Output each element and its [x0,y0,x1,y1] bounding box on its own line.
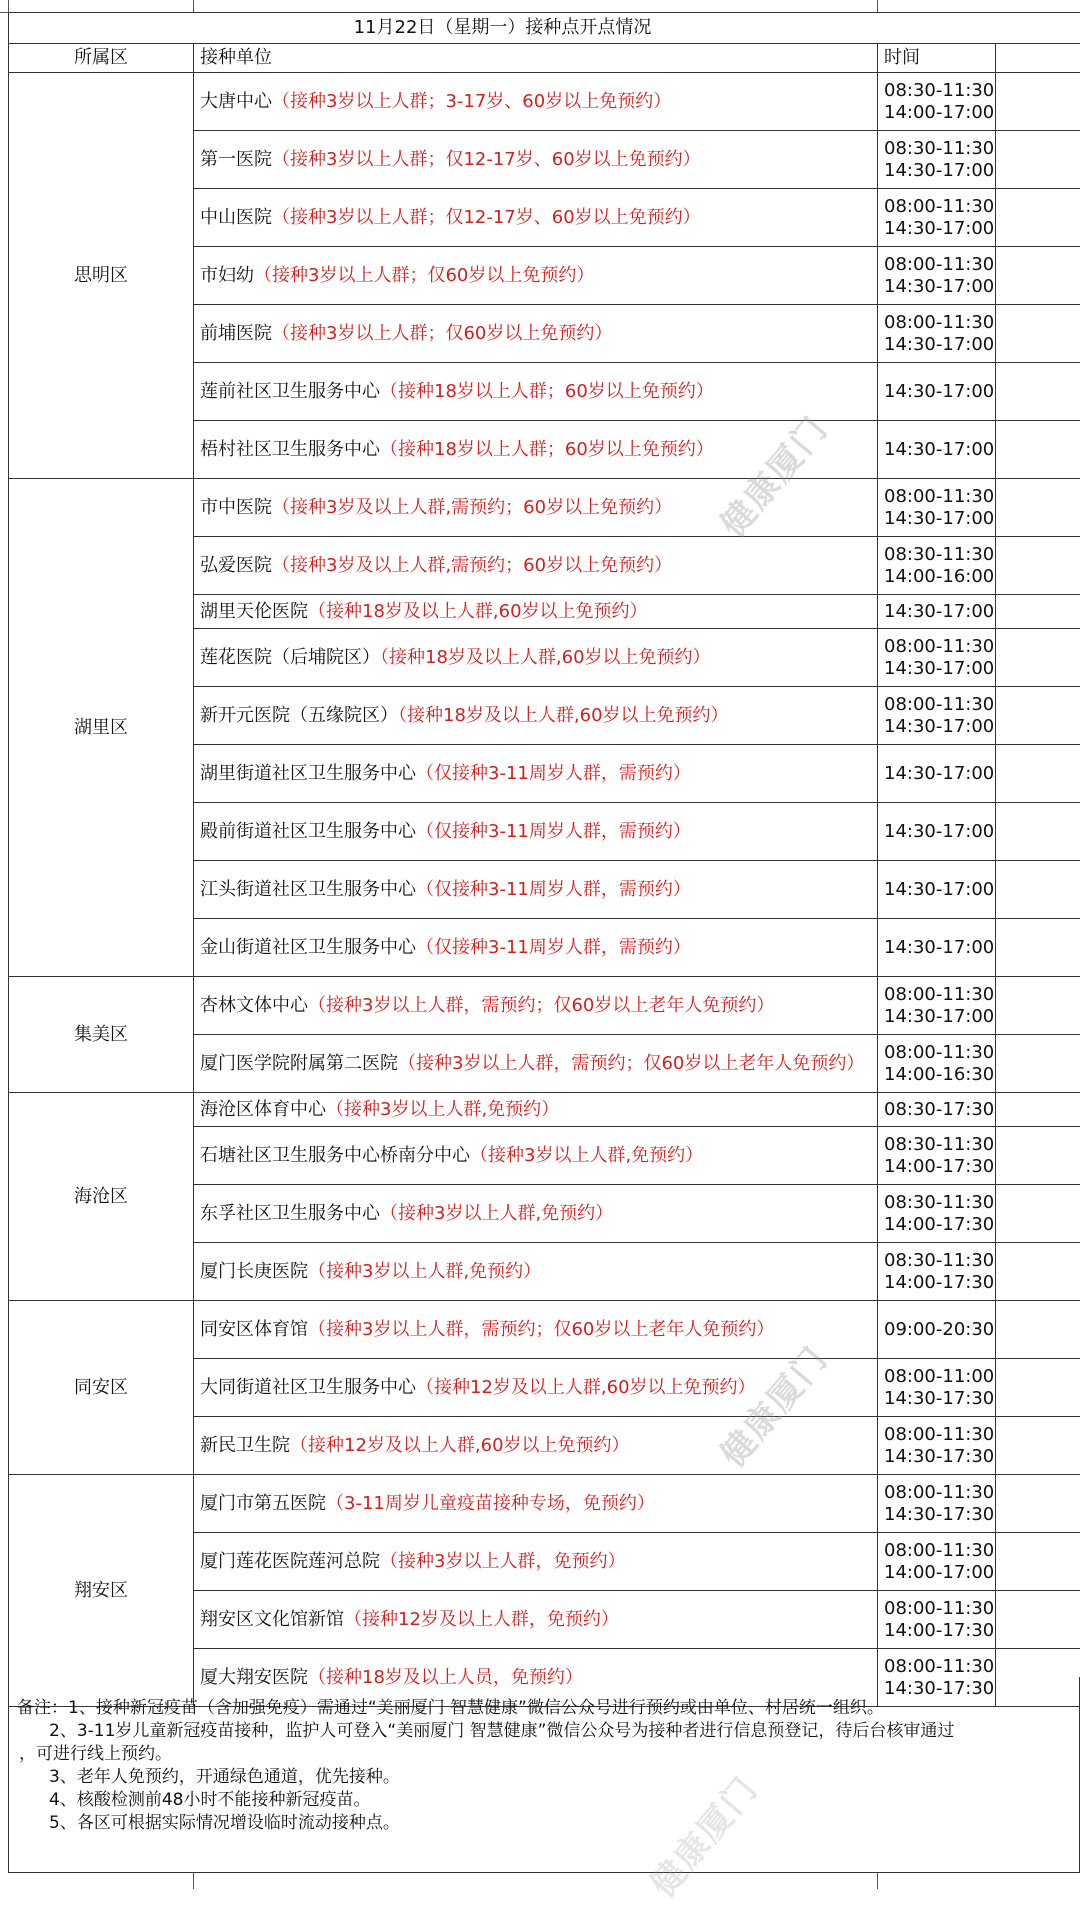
unit-name: 湖里天伦医院 [200,601,308,622]
blank-cell [996,1127,1080,1185]
unit-name: 厦门市第五医院 [200,1493,326,1514]
time-slot: 14:00-16:30 [884,1064,989,1086]
header-district: 所属区 [9,44,194,73]
blank-cell [996,1035,1080,1093]
blank-cell [996,919,1080,977]
unit-name: 厦门医学院附属第二医院 [200,1053,398,1074]
unit-cell [194,1035,878,1093]
table-row [9,479,1080,537]
unit-note: （接种18岁及以上人群,60岁以上免预约） [380,647,711,668]
note-line: 4、核酸检测前48小时不能接种新冠疫苗。 [17,1789,1073,1812]
time-slot: 08:00-11:30 [884,486,989,508]
table-title: 11月22日（星期一）接种点开点情况 [9,13,1080,44]
unit-cell [194,595,878,629]
time-slot: 08:30-11:30 [884,1134,989,1156]
time-slot: 14:30-17:00 [884,276,989,298]
unit-note: （接种18岁及以上人群,60岁以上免预约） [398,705,729,726]
blank-cell [996,247,1080,305]
unit-note: （仅接种3-11周岁人群，需预约） [416,937,691,958]
unit-note: （接种3岁以上人群，需预约；仅60岁以上老年人免预约） [308,995,774,1016]
unit-note: （接种3岁以上人群，需预约；仅60岁以上老年人免预约） [308,1319,774,1340]
time-slot: 08:00-11:30 [884,1540,989,1562]
time-slot: 14:30-17:00 [884,937,989,959]
note-line: 2、3-11岁儿童新冠疫苗接种，监护人可登入“美丽厦门 智慧健康”微信公众号为接种者进行信息预登记，待后台核审通过 [17,1720,1073,1743]
header-time: 时间 [878,44,996,73]
time-cell [878,977,996,1035]
unit-note: （接种3岁以上人群；仅12-17岁、60岁以上免预约） [272,207,701,228]
blank-cell [996,363,1080,421]
unit-name: 杏林文体中心 [200,995,308,1016]
unit-note: （接种3岁以上人群,免预约） [308,1261,541,1282]
unit-name: 翔安区文化馆新馆 [200,1609,344,1630]
time-cell [878,189,996,247]
blank-cell [996,595,1080,629]
unit-name: 海沧区体育中心 [200,1099,326,1120]
unit-cell [194,629,878,687]
unit-note: （接种3岁以上人群，需预约；仅60岁以上老年人免预约） [398,1053,864,1074]
time-cell [878,537,996,595]
time-cell [878,131,996,189]
time-slot: 14:00-17:00 [884,1562,989,1584]
blank-cell [996,1475,1080,1533]
time-slot: 08:00-11:30 [884,1656,989,1678]
unit-cell [194,745,878,803]
watermark: 健康厦门 [707,404,837,546]
time-slot: 14:00-17:30 [884,1214,989,1236]
unit-cell [194,803,878,861]
time-cell [878,1591,996,1649]
blank-cell [996,1417,1080,1475]
unit-name: 弘爱医院 [200,555,272,576]
time-slot: 14:30-17:00 [884,1006,989,1028]
unit-note: （接种18岁以上人群；60岁以上免预约） [380,381,714,402]
time-cell [878,629,996,687]
table-row [9,1093,1080,1127]
unit-note: （接种3岁以上人群,免预约） [380,1203,613,1224]
unit-name: 莲前社区卫生服务中心 [200,381,380,402]
unit-note: （仅接种3-11周岁人群，需预约） [416,821,691,842]
blank-cell [996,803,1080,861]
time-slot: 14:30-17:00 [884,601,989,623]
time-slot: 08:30-11:30 [884,138,989,160]
time-slot: 14:30-17:30 [884,1446,989,1468]
unit-cell [194,1475,878,1533]
unit-cell [194,305,878,363]
time-slot: 14:30-17:00 [884,439,989,461]
unit-name: 莲花医院（后埔院区） [200,647,380,668]
watermark: 健康厦门 [637,1764,767,1905]
unit-note: （接种3岁以上人群,免预约） [326,1099,559,1120]
time-slot: 14:30-17:00 [884,821,989,843]
time-cell [878,745,996,803]
header-blank [996,44,1080,73]
unit-name: 梧村社区卫生服务中心 [200,439,380,460]
district-cell: 同安区 [9,1301,194,1475]
unit-name: 市妇幼 [200,265,254,286]
table-row [9,73,1080,131]
unit-name: 湖里街道社区卫生服务中心 [200,763,416,784]
blank-cell [996,977,1080,1035]
time-slot: 14:30-17:00 [884,763,989,785]
unit-name: 厦门莲花医院莲河总院 [200,1551,380,1572]
time-slot: 08:00-11:30 [884,312,989,334]
time-cell [878,1301,996,1359]
time-cell [878,1417,996,1475]
blank-cell [996,861,1080,919]
unit-cell [194,919,878,977]
time-cell [878,1185,996,1243]
time-slot: 08:00-11:00 [884,1366,989,1388]
blank-cell [996,305,1080,363]
time-slot: 14:00-16:00 [884,566,989,588]
unit-cell [194,73,878,131]
time-slot: 14:30-17:00 [884,218,989,240]
district-cell: 湖里区 [9,479,194,977]
time-cell [878,1243,996,1301]
time-cell [878,1093,996,1127]
blank-cell [996,189,1080,247]
time-slot: 08:00-11:30 [884,984,989,1006]
unit-note: （仅接种3-11周岁人群，需预约） [416,879,691,900]
note-line: ，可进行线上预约。 [17,1743,1073,1766]
unit-name: 石塘社区卫生服务中心桥南分中心 [200,1145,470,1166]
time-cell [878,595,996,629]
blank-cell [996,687,1080,745]
blank-cell [996,73,1080,131]
time-slot: 08:00-11:30 [884,254,989,276]
unit-cell [194,131,878,189]
time-slot: 14:30-17:00 [884,658,989,680]
blank-cell [996,537,1080,595]
note-line: 3、老年人免预约，开通绿色通道，优先接种。 [17,1766,1073,1789]
unit-name: 殿前街道社区卫生服务中心 [200,821,416,842]
unit-note: （接种3岁以上人群；仅12-17岁、60岁以上免预约） [272,149,701,170]
header-unit: 接种单位 [194,44,878,73]
time-slot: 08:00-11:30 [884,1598,989,1620]
unit-cell [194,537,878,595]
unit-name: 第一医院 [200,149,272,170]
blank-cell [996,1185,1080,1243]
unit-name: 大同街道社区卫生服务中心 [200,1377,416,1398]
time-slot: 08:30-11:30 [884,80,989,102]
district-cell: 集美区 [9,977,194,1093]
time-slot: 08:00-11:30 [884,1424,989,1446]
time-slot: 08:30-11:30 [884,1192,989,1214]
blank-cell [996,1591,1080,1649]
note-line: 备注：1、接种新冠疫苗（含加强免疫）需通过“美丽厦门 智慧健康”微信公众号进行预约或由单位、村居统一组织。 [17,1697,1073,1720]
time-slot: 14:30-17:00 [884,879,989,901]
time-slot: 14:00-17:30 [884,1156,989,1178]
time-cell [878,305,996,363]
unit-note: （接种18岁以上人群；60岁以上免预约） [380,439,714,460]
unit-cell [194,189,878,247]
time-slot: 14:00-17:00 [884,102,989,124]
unit-name: 大唐中心 [200,91,272,112]
unit-name: 厦大翔安医院 [200,1667,308,1688]
vaccination-site-table [8,12,1080,1707]
time-slot: 09:00-20:30 [884,1319,989,1341]
unit-note: （接种12岁及以上人群,60岁以上免预约） [416,1377,756,1398]
time-slot: 14:30-17:00 [884,508,989,530]
time-cell [878,421,996,479]
unit-cell [194,861,878,919]
unit-note: （接种18岁及以上人员，免预约） [308,1667,583,1688]
unit-note: （接种3岁以上人群；3-17岁、60岁以上免预约） [272,91,671,112]
unit-cell [194,1533,878,1591]
time-cell [878,803,996,861]
unit-cell [194,1127,878,1185]
time-slot: 08:00-11:30 [884,694,989,716]
unit-name: 前埔医院 [200,323,272,344]
unit-cell [194,1185,878,1243]
time-slot: 08:30-17:30 [884,1099,989,1121]
unit-cell [194,247,878,305]
unit-note: （接种3岁及以上人群,需预约；60岁以上免预约） [272,555,672,576]
unit-note: （接种3岁以上人群，免预约） [380,1551,625,1572]
time-slot: 14:30-17:30 [884,1388,989,1410]
time-slot: 14:30-17:30 [884,1504,989,1526]
unit-note: （接种18岁及以上人群,60岁以上免预约） [308,601,648,622]
unit-name: 新开元医院（五缘院区） [200,705,398,726]
unit-name: 中山医院 [200,207,272,228]
time-cell [878,919,996,977]
district-cell: 思明区 [9,73,194,479]
blank-cell [996,745,1080,803]
time-cell [878,1127,996,1185]
blank-cell [996,1533,1080,1591]
unit-note: （接种3岁以上人群,免预约） [470,1145,703,1166]
time-cell [878,1475,996,1533]
time-slot: 14:30-17:00 [884,381,989,403]
time-slot: 14:30-17:00 [884,334,989,356]
unit-cell [194,1301,878,1359]
unit-name: 金山街道社区卫生服务中心 [200,937,416,958]
unit-cell [194,1243,878,1301]
unit-cell [194,1591,878,1649]
time-slot: 08:00-11:30 [884,196,989,218]
title-row [9,13,1080,44]
time-cell [878,363,996,421]
blank-cell [996,629,1080,687]
table-row [9,1301,1080,1359]
blank-cell [996,421,1080,479]
district-cell: 翔安区 [9,1475,194,1707]
time-slot: 14:30-17:30 [884,1678,989,1700]
blank-cell [996,1301,1080,1359]
unit-cell [194,977,878,1035]
unit-name: 江头街道社区卫生服务中心 [200,879,416,900]
header-row [9,44,1080,73]
time-cell [878,1035,996,1093]
time-cell [878,247,996,305]
note-line: 5、各区可根据实际情况增设临时流动接种点。 [17,1812,1073,1835]
unit-note: （仅接种3-11周岁人群，需预约） [416,763,691,784]
blank-cell [996,479,1080,537]
unit-name: 市中医院 [200,497,272,518]
unit-cell [194,687,878,745]
blank-cell [996,1243,1080,1301]
bottom-strip [0,1873,1080,1889]
unit-name: 东孚社区卫生服务中心 [200,1203,380,1224]
time-cell [878,1359,996,1417]
notes-section [8,1677,1080,1873]
unit-note: （接种3岁以上人群；仅60岁以上免预约） [272,323,612,344]
time-cell [878,73,996,131]
time-slot: 14:00-17:30 [884,1272,989,1294]
time-cell [878,479,996,537]
blank-cell [996,131,1080,189]
time-slot: 14:00-17:30 [884,1620,989,1642]
unit-name: 新民卫生院 [200,1435,290,1456]
unit-cell [194,363,878,421]
unit-name: 厦门长庚医院 [200,1261,308,1282]
unit-note: （3-11周岁儿童疫苗接种专场，免预约） [326,1493,655,1514]
table-row [9,977,1080,1035]
table-row [9,1475,1080,1533]
unit-note: （接种3岁及以上人群,需预约；60岁以上免预约） [272,497,672,518]
time-slot: 08:00-11:30 [884,1042,989,1064]
unit-note: （接种12岁及以上人群,60岁以上免预约） [290,1435,630,1456]
time-cell [878,1533,996,1591]
unit-cell [194,1093,878,1127]
blank-cell [996,1093,1080,1127]
time-cell [878,861,996,919]
district-cell: 海沧区 [9,1093,194,1301]
time-cell [878,687,996,745]
watermark: 健康厦门 [707,1334,837,1476]
blank-cell [996,1359,1080,1417]
unit-note: （接种3岁以上人群；仅60岁以上免预约） [254,265,594,286]
time-slot: 14:30-17:00 [884,160,989,182]
time-slot: 08:00-11:30 [884,1482,989,1504]
time-slot: 08:30-11:30 [884,544,989,566]
time-slot: 08:30-11:30 [884,1250,989,1272]
time-slot: 14:30-17:00 [884,716,989,738]
time-slot: 08:00-11:30 [884,636,989,658]
unit-note: （接种12岁及以上人群，免预约） [344,1609,619,1630]
unit-name: 同安区体育馆 [200,1319,308,1340]
